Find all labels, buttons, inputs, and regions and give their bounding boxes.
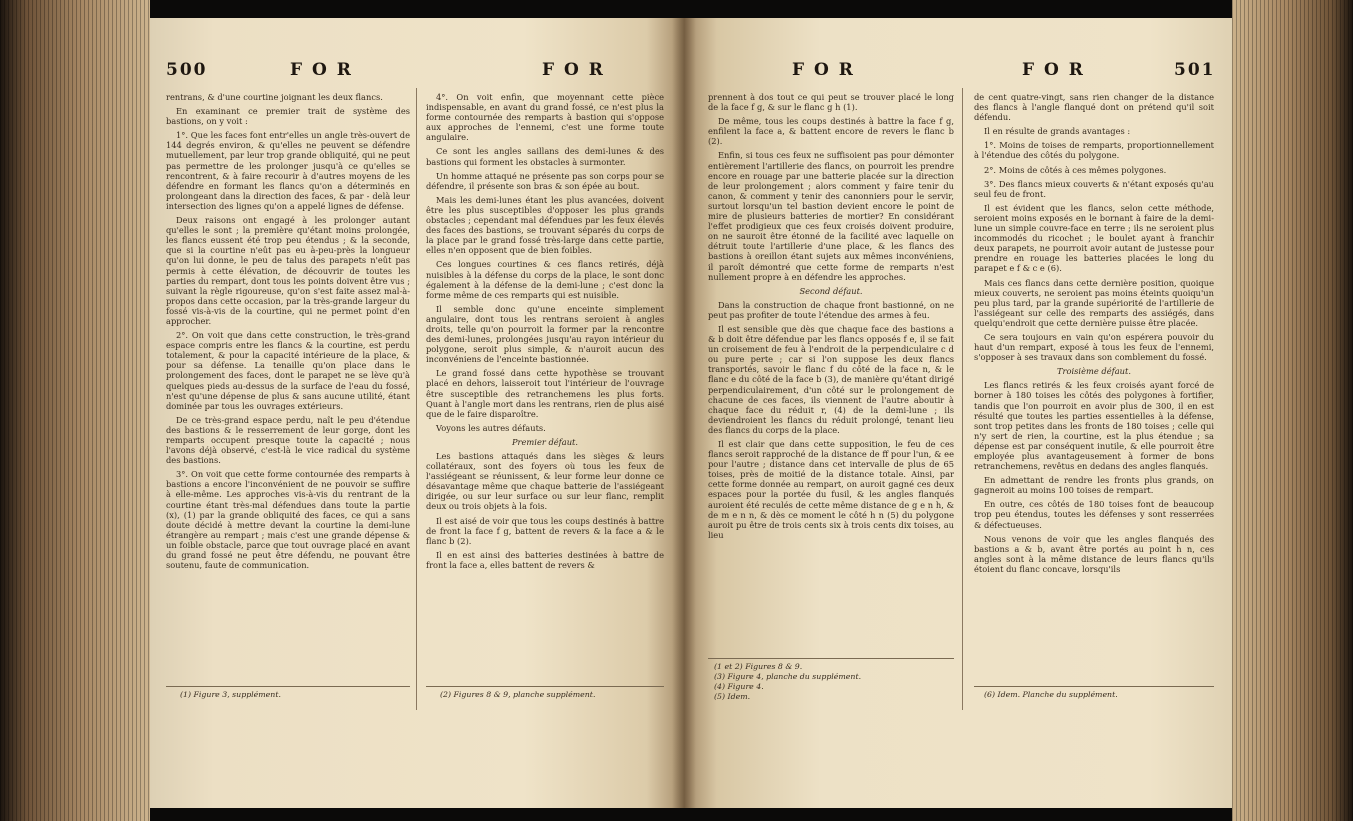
footnote-rule xyxy=(426,686,664,687)
running-head-left-2: F O R xyxy=(542,60,605,80)
right-page xyxy=(684,18,1232,808)
paragraph: Le grand fossé dans cette hypothèse se trouvant placé en dehors, laisseroit tout l'intérieur de l'ouvrage être susceptible des retranchemens les plus forts. Quant à l'angle mort dans les rentrans, rien de plus aisé que de le faire disparoître. xyxy=(426,368,664,419)
paragraph: En examinant ce premier trait de système des bastions, on y voit : xyxy=(166,106,410,127)
paragraph: Il est évident que les flancs, selon cette méthode, seroient moins exposés en le bornant à faire de la demi-lune un simple couvre-face en terre ; ils ne seroient plus incommodés du ricochet ; le boulet ayant à franchir deux parapets, ne pourroit avoir autant de justesse pour prendre en rouage les batteries placées le long du parapet e f & c e (6). xyxy=(974,202,1214,274)
paragraph: rentrans, & d'une courtine joignant les deux flancs. xyxy=(166,92,383,102)
left-page-column-1 xyxy=(166,92,410,702)
book-gutter xyxy=(672,18,696,808)
paragraph: 4°. On voit enfin, que moyennant cette pièce indispensable, en avant du grand fossé, ce n'est plus la forme contournée des remparts à bastion qui s'oppose aux approches de l'ennemi, c'est une forme toute angulaire. xyxy=(426,92,664,143)
footnote: (3) Figure 4, planche du supplément. xyxy=(714,672,862,681)
paragraph: Il est clair que dans cette supposition, le feu de ces flancs seroit rapproché de la distance de ff pour l'un, & ee pour l'autre ; distance dans cet intervalle de plus de 65 toises, près de moitié de la distance totale. Ainsi, par cette forme donnée au rempart, on auroit gagné ces deux espaces pour la portée du fusil, & les angles flanqués auroient été reculés de cette même distance de g e n h, & de m e n n, & dès ce moment le côté h n (5) du polygone auroit pu être de trois cents six à trois cents dix toises, au lieu xyxy=(708,439,954,540)
paragraph: 2°. Moins de côtés à ces mêmes polygones. xyxy=(984,164,1167,175)
paragraph: De même, tous les coups destinés à battre la face f g, enfilent la face a, & battent encore de revers le flanc b (2). xyxy=(708,116,954,147)
footnote-rule xyxy=(166,686,410,687)
column-divider xyxy=(962,88,963,710)
paragraph: Il est sensible que dès que chaque face des bastions a & b doit être défendue par les flancs opposés f e, il se fait un croisement de feu à l'endroit de la perpendiculaire c d ou pure perte ; car si l'on suppose les deux flancs transportés, savoir le flanc f du côté de la face n, & le flanc e du côté de la face b (3), de manière qu'étant dirigé perpendiculairement, d'un côté sur le prolongement de chacune de ces faces, ils viennent de l'autre aboutir à chaque face du réduit r, (4) de la demi-lune ; ils deviendroient les flancs du réduit prolongé, tenant lieu des flancs du corps de la place. xyxy=(708,323,954,435)
footnote: (1) Figure 3, supplément. xyxy=(180,690,281,699)
paragraph: Il en résulte de grands avantages : xyxy=(984,126,1131,137)
left-page-column-2 xyxy=(426,92,664,702)
paragraph: Il semble donc qu'une enceinte simplement angulaire, dont tous les rentrans seroient à angles droits, telle qu'on pourroit la former par la rencontre des demi-lunes, prolongées jusqu'au rayon intérieur du polygone, seroit plus simple, & n'auroit aucun des inconvéniens de l'enceinte bastionnée. xyxy=(426,303,664,365)
paragraph: Mais ces flancs dans cette dernière position, quoique mieux couverts, ne seroient pas moins éteints quoiqu'un peu plus tard, par la grande supériorité de l'artillerie de l'assiégeant sur celle des remparts des assiégés, dans quelqu'endroit que cette dernière puisse être placée. xyxy=(974,277,1214,328)
page-number-right: 501 xyxy=(1174,60,1216,80)
left-page-edges xyxy=(0,0,150,821)
paragraph: Deux raisons ont engagé à les prolonger autant qu'elles le sont ; la première qu'étant moins prolongée, les flancs eussent été trop peu étendus ; & la seconde, que si la courtine n'eût pas eu à-peu-près la longueur qu'on lui donne, le peu de talus des parapets n'eût pas permis à cette élévation, de découvrir de toutes les parties du rempart, dont tous les points doivent être vus ; suivant la règle rigoureuse, qu'on s'est faite assez mal-à-propos dans cette occasion, par la très-grande largeur du fossé vis-à-vis de la courtine, qui ne permet point d'en approcher. xyxy=(166,215,410,326)
running-head-right-2: F O R xyxy=(1022,60,1085,80)
footnote: (2) Figures 8 & 9, planche supplément. xyxy=(440,690,596,699)
footnotes-block xyxy=(714,662,954,702)
paragraph: Nous venons de voir que les angles flanqués des bastions a & b, avant être portés au point h n, ces angles sont à la même distance de leurs flancs qu'ils étoient du flanc concave, lorsqu'ils xyxy=(974,533,1214,574)
section-heading: Troisième défaut. xyxy=(1057,366,1131,377)
paragraph: Ce sont les angles saillans des demi-lunes & des bastions qui forment les obstacles à surmonter. xyxy=(426,146,664,167)
footnote-rule xyxy=(708,658,954,659)
paragraph: Ces longues courtines & ces flancs retirés, déjà nuisibles à la défense du corps de la place, le sont donc également à la défense de la demi-lune ; c'est donc la forme même de ces remparts qui est nuisible. xyxy=(426,259,664,300)
running-head-left-1: F O R xyxy=(290,60,353,80)
paragraph: 3°. On voit que cette forme contournée des remparts à bastions a encore l'inconvénient de ne pouvoir se suffire à elle-même. Les approches vis-à-vis du rentrant de la courtine étant très-mal défendues dans toute la partie (x), (1) par la grande obliquité des faces, ce qui a sans doute décidé à mettre devant la courtine la demi-lune étrangère au rempart ; mais c'est une grande dépense & un foible obstacle, parce que tout ouvrage placé en avant du grand fossé ne peut être défendu, ne pouvant être soutenu, faute de communication. xyxy=(166,469,410,571)
left-page xyxy=(150,18,684,808)
right-page-edges xyxy=(1232,0,1353,821)
paragraph: Ce sera toujours en vain qu'on espérera pouvoir du haut d'un rempart, exposé à tous les feux de l'ennemi, s'opposer à ses travaux dans son comblement du fossé. xyxy=(974,331,1214,363)
page-number-left: 500 xyxy=(166,60,208,80)
footnote: (6) Idem. Planche du supplément. xyxy=(984,690,1118,699)
column-divider xyxy=(416,88,417,710)
paragraph: En admettant de rendre les fronts plus grands, on gagneroit au moins 100 toises de rempart. xyxy=(974,475,1214,496)
section-heading: Premier défaut. xyxy=(511,436,579,447)
paragraph: Les flancs retirés & les feux croisés ayant forcé de borner à 180 toises les côtés des polygones à fortifier, tandis que l'on pourroit en avoir plus de 300, il en est résulté que toutes les parties essentielles à la défense, sont trop petites dans les fronts de 180 toises ; celle qui n'y sert de rien, la courtine, est la plus étendue ; sa dépense est par conséquent inutile, & elle pourroit être employée plus avantageusement à former de bons retranchemens, revêtus en dedans des angles flanqués. xyxy=(974,380,1214,472)
footnote-rule xyxy=(974,686,1214,687)
paragraph: prennent à dos tout ce qui peut se trouver placé le long de la face f g, & sur le flanc g h (1). xyxy=(708,92,954,113)
footnote: (5) Idem. xyxy=(714,692,751,701)
paragraph: En outre, ces côtés de 180 toises font de beaucoup trop peu étendus, toutes les défenses y sont resserrées & défectueuses. xyxy=(974,499,1214,530)
paragraph: Mais les demi-lunes étant les plus avancées, doivent être les plus susceptibles d'opposer les plus grands obstacles ; cependant mal défendues par les feux élevés des faces des bastions, se trouvant séparés du corps de la place par le grand fossé très-large dans cette partie, elles n'en opposent que de bien foibles. xyxy=(426,194,664,256)
paragraph: Les bastions attaqués dans les sièges & leurs collatéraux, sont des foyers où tous les feux de l'assiégeant se réunissent, & leur forme leur donne ce désavantage même que chaque batterie de l'assiégeant dirigée, ou sur leur surface ou sur leur flanc, remplit deux ou trois objets à la fois. xyxy=(426,451,664,512)
paragraph: De ce très-grand espace perdu, naît le peu d'étendue des bastions & le resserrement de leur gorge, dont les remparts occupent presque toute la capacité ; nous l'avons déjà observé, c'est-là le vice radical du système des bastions. xyxy=(166,414,410,466)
footnote: (1 et 2) Figures 8 & 9. xyxy=(714,662,803,671)
paragraph: Il est aisé de voir que tous les coups destinés à battre de front la face f g, battent de revers & la face a & le flanc b (2). xyxy=(426,515,664,546)
paragraph: Un homme attaqué ne présente pas son corps pour se défendre, il présente son bras & son épée au bout. xyxy=(426,170,664,191)
paragraph: 2°. On voit que dans cette construction, le très-grand espace compris entre les flancs & la courtine, est perdu totalement, & pour la capacité intérieure de la place, & pour sa défense. La tenaille qu'on place dans le prolongement des faces, dont le parapet ne se lève qu'à quelques pieds au-dessus de la surface de l'eau du fossé, n'est qu'une dépense de plus & sans aucune utilité, étant dominée par tous les ouvrages extérieurs. xyxy=(166,330,410,411)
paragraph: Enfin, si tous ces feux ne suffisoient pas pour démonter entièrement l'artillerie des flancs, on pourroit les prendre encore en rouage par une batterie placée sur la direction de leur prolongement ; alors comment y faire tenir du canon, & comment y tenir des canonniers pour le servir, surtout lorsqu'un tel bastion devient encore le point de mire de plusieurs batteries de mortier? En considérant l'effet prodigieux que ces feux croisés doivent produire, on ne sauroit être étonné de la facilité avec laquelle on détruit toute l'artillerie d'une place, & les flancs des bastions à oreillon étant sujets aux mêmes inconvéniens, il paroît démontré que cette forme de remparts n'est nullement propre à en défendre les approches. xyxy=(708,150,954,282)
paragraph: Voyons les autres défauts. xyxy=(436,422,546,433)
right-page-column-2 xyxy=(974,92,1214,702)
paragraph: 1°. Moins de toises de remparts, proportionnellement à l'étendue des côtés du polygone. xyxy=(974,140,1214,161)
paragraph: Il en est ainsi des batteries destinées à battre de front la face a, elles battent de revers & xyxy=(426,549,664,570)
right-page-column-1 xyxy=(708,92,954,702)
footnote: (4) Figure 4. xyxy=(714,682,764,691)
paragraph: 3°. Des flancs mieux couverts & n'étant exposés qu'au seul feu de front. xyxy=(974,178,1214,199)
section-heading: Second défaut. xyxy=(799,285,863,296)
paragraph: Dans la construction de chaque front bastionné, on ne peut pas profiter de toute l'étendue des armes à feu. xyxy=(708,299,954,320)
running-head-right-1: F O R xyxy=(792,60,855,80)
paragraph: 1°. Que les faces font entr'elles un angle très-ouvert de 144 degrés environ, & qu'elles ne peuvent se défendre mutuellement, par leur trop grande obliquité, qui ne peut pas permettre de les prolonger jusqu'à ce qu'elles se rencontrent, & à faire recourir à d'autres moyens de les défendre en formant les flancs qu'on a déterminés en prolongeant dans la direction des faces, & par - delà leur intersection des lignes qu'on a appelé lignes de défense. xyxy=(166,130,410,211)
paragraph: de cent quatre-vingt, sans rien changer de la distance des flancs à l'angle flanqué dont on prétend qu'il soit défendu. xyxy=(974,92,1214,123)
